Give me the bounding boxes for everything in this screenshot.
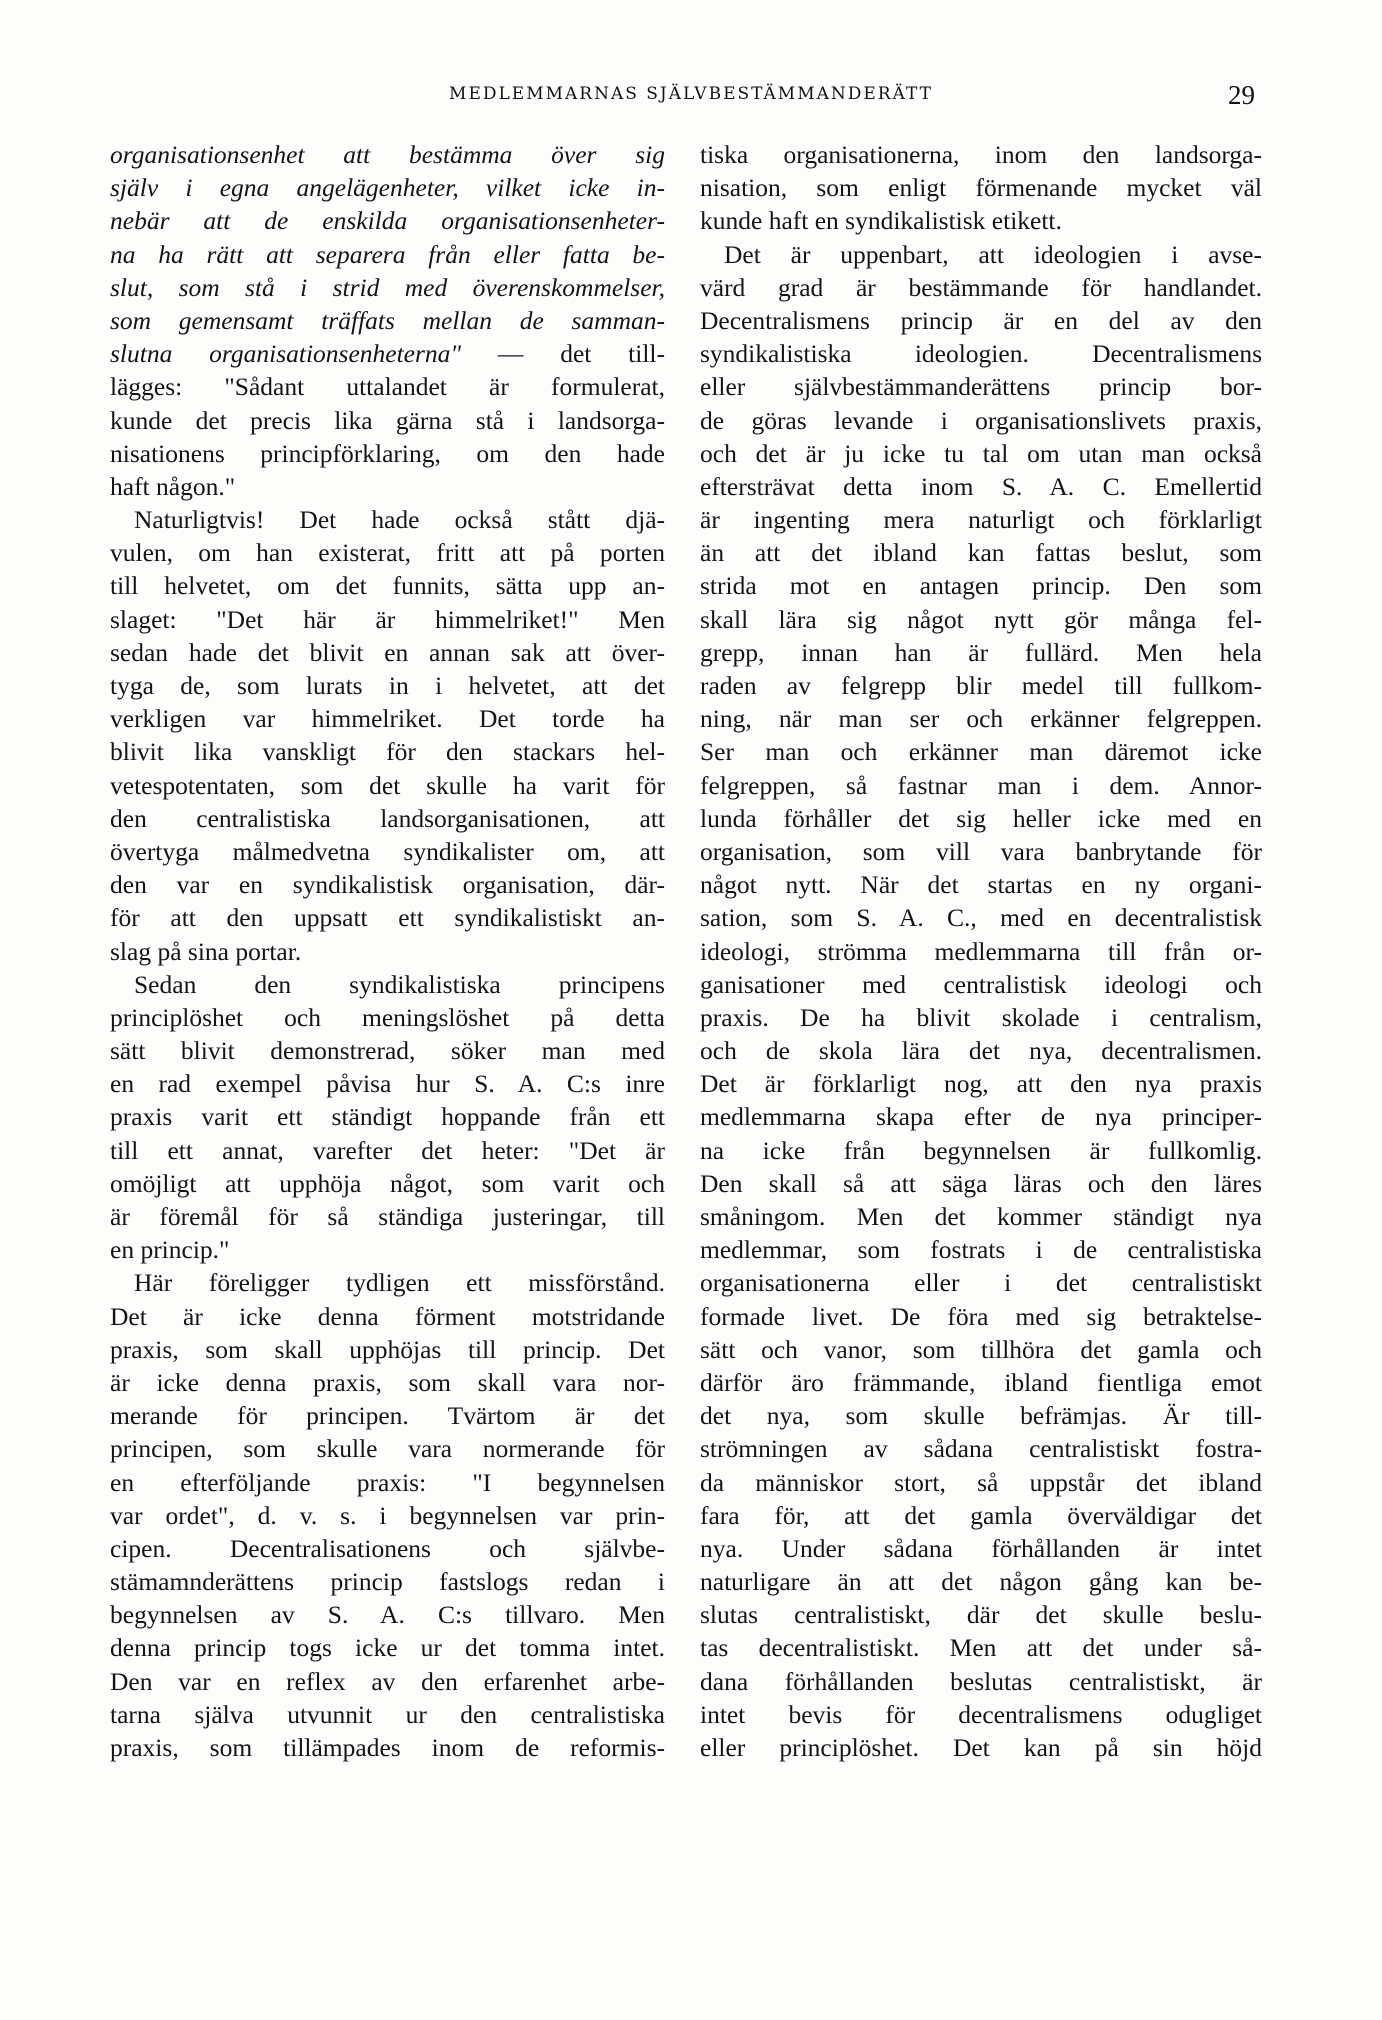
text-line: Det är förklarligt nog, att den nya praxis [700,1069,1262,1099]
text-line: cipen. Decentralisationens och självbe- [110,1533,665,1563]
text-line: nya. Under sådana förhållanden är intet [700,1533,1262,1563]
text-line: syndikalistiska ideologien. Decentralismens [700,339,1262,369]
text-line: kunde det precis lika gärna stå i landsorga- [110,405,665,435]
text-line: för att den uppsatt ett syndikalistiskt an- [110,903,665,933]
text-line: är icke denna praxis, som skall vara nor- [110,1367,665,1397]
text-line: var ordet", d. v. s. i begynnelsen var prin- [110,1500,665,1530]
text-line: tiska organisationerna, inom den landsorga- [700,140,1262,169]
text-line: en princip." [110,1235,230,1265]
text-line: nebär att de enskilda organisationsenheter- [110,206,665,236]
text-line: de göras levande i organisationslivets praxis, [700,405,1262,435]
text-line: strömningen av sådana centralistiskt fostra- [700,1434,1262,1464]
text-line: sation, som S. A. C., med en decentralistisk [700,903,1262,933]
text-line: praxis varit ett ständigt hoppande från ett [110,1102,665,1132]
text-line: därför äro främmande, ibland fientliga emot [700,1367,1262,1397]
text-line: tas decentralistiskt. Men att det under så- [700,1633,1262,1663]
text-line: är föremål för så ständiga justeringar, till [110,1202,665,1231]
text-line: merande för principen. Tvärtom är det [110,1401,665,1431]
text-line [110,337,665,370]
text-line: denna princip togs icke ur det tomma intet. [110,1633,665,1663]
text-line: grepp, innan han är fullärd. Men hela [700,637,1262,667]
text-line: medlemmar, som fostrats i de centralistiska [700,1235,1262,1265]
text-line: slutas centralistiskt, där det skulle beslu- [700,1600,1262,1630]
text-line: skall lära sig något nytt gör många fel- [700,604,1262,634]
text-line: Den skall så att säga läras och den läres [700,1168,1262,1198]
text-line: övertyga målmedvetna syndikalister om, att [110,836,665,866]
text-line: haft någon." [110,471,236,501]
text-line: det nya, som skulle befrämjas. Är till- [700,1401,1262,1431]
right-text-column [700,138,1262,1764]
text-line: formade livet. De föra med sig betraktelse- [700,1301,1262,1331]
text-line: praxis. De ha blivit skolade i centralism, [700,1002,1262,1032]
text-line: Naturligtvis! Det hade också stått djä- [134,505,665,535]
text-line: Ser man och erkänner man däremot icke [700,737,1262,767]
text-line: organisation, som vill vara banbrytande för [700,836,1262,866]
text-line: blivit lika vanskligt för den stackars hel- [110,737,665,767]
text-line: stämamnderättens princip fastslogs redan i [110,1567,665,1597]
text-line: omöjligt att upphöja något, som varit och [110,1168,665,1198]
text-line: vetespotentaten, som det skulle ha varit för [110,770,665,800]
text-line: eller självbestämmanderättens princip bor- [700,372,1262,402]
text-line: en efterföljande praxis: "I begynnelsen [110,1467,665,1497]
text-line: sätt och vanor, som tillhöra det gamla och [700,1334,1262,1364]
text-line: den centralistiska landsorganisationen, att [110,803,665,833]
text-line: dana förhållanden beslutas centralistiskt, är [700,1666,1262,1696]
text-line: värd grad är bestämmande för handlandet. [700,272,1262,302]
text-line: eller principlöshet. Det kan på sin höjd [700,1733,1262,1762]
text-line: ideologi, strömma medlemmarna till från or- [700,936,1262,966]
text-line: organisationerna eller i det centralistiskt [700,1268,1262,1298]
text-line: naturligare än att det någon gång kan be- [700,1567,1262,1597]
text-line: vulen, om han existerat, fritt att på porten [110,538,665,568]
running-title: MEDLEMMARNAS SJÄLVBESTÄMMANDERÄTT [449,84,933,104]
text-line: är ingenting mera naturligt och förklarligt [700,505,1262,535]
text-line: till helvetet, om det funnits, sätta upp an- [110,571,665,601]
text-line: eftersträvat detta inom S. A. C. Emellertid [700,471,1262,501]
text-line: en rad exempel påvisa hur S. A. C:s inre [110,1069,665,1099]
text-line: till ett annat, varefter det heter: "Det är [110,1135,665,1165]
text-line: själv i egna angelägenheter, vilket icke in- [110,173,665,203]
text-line: felgreppen, så fastnar man i dem. Annor- [700,770,1262,800]
text-line: praxis, som skall upphöjas till princip. Det [110,1334,665,1364]
text-line: begynnelsen av S. A. C:s tillvaro. Men [110,1600,665,1630]
text-line: da människor stort, så uppstår det ibland [700,1467,1262,1497]
text-line: något nytt. När det startas en ny organi- [700,870,1262,900]
text-line-roman-part: — det till- [461,339,666,369]
text-line: principlöshet och meningslöshet på detta [110,1002,665,1032]
text-line: den var en syndikalistisk organisation, där- [110,870,665,900]
text-line: tarna själva utvunnit ur den centralistiska [110,1699,665,1729]
text-line: kunde haft en syndikalistisk etikett. [700,206,1062,236]
text-line: sätt blivit demonstrerad, söker man med [110,1036,665,1066]
text-line: Det är icke denna förment motstridande [110,1301,665,1331]
text-line: Här föreligger tydligen ett missförstånd. [134,1268,665,1298]
left-text-column [110,138,665,1764]
text-line: och de skola lära det nya, decentralismen. [700,1036,1262,1066]
text-line: fara för, att det gamla överväldigar det [700,1500,1262,1530]
text-line: raden av felgrepp blir medel till fullkom- [700,671,1262,700]
text-line: verkligen var himmelriket. Det torde ha [110,704,665,734]
text-line: praxis, som tillämpades inom de reformis- [110,1733,665,1762]
text-line: medlemmarna skapa efter de nya principer- [700,1102,1262,1132]
text-line: småningom. Men det kommer ständigt nya [700,1202,1262,1231]
text-line: nisation, som enligt förmenande mycket väl [700,173,1262,203]
text-line: nisationens principförklaring, om den hade [110,438,665,468]
text-line: lunda förhåller det sig heller icke med en [700,803,1262,833]
text-line: slut, som stå i strid med överenskommelser, [110,272,665,302]
text-line: principen, som skulle vara normerande för [110,1434,665,1464]
page-number: 29 [1228,80,1255,110]
text-line: slag på sina portar. [110,936,302,966]
text-line: Sedan den syndikalistiska principens [134,969,665,999]
text-line: na ha rätt att separera från eller fatta be- [110,239,665,269]
text-line: na icke från begynnelsen är fullkomlig. [700,1135,1262,1165]
text-line: sedan hade det blivit en annan sak att över- [110,637,665,667]
text-line: lägges: "Sådant uttalandet är formulerat, [110,372,665,402]
text-line: slaget: "Det här är himmelriket!" Men [110,604,665,634]
text-line: strida mot en antagen princip. Den som [700,571,1262,601]
text-line: Den var en reflex av den erfarenhet arbe- [110,1666,665,1696]
text-line: organisationsenhet att bestämma över sig [110,140,665,169]
text-line-italic-part: slutna organisationsenheterna" [110,339,462,369]
text-line: ganisationer med centralistisk ideologi och [700,969,1262,999]
text-line: Decentralismens princip är en del av den [700,305,1262,335]
text-line: än att det ibland kan fattas beslut, som [700,538,1262,568]
text-line: som gemensamt träffats mellan de samman- [110,305,665,335]
text-line: och det är ju icke tu tal om utan man också [700,438,1262,468]
text-line: intet bevis för decentralismens odugliget [700,1699,1262,1729]
text-line: ning, när man ser och erkänner felgreppen. [700,704,1262,734]
text-line: Det är uppenbart, att ideologien i avse- [724,239,1262,269]
text-line: tyga de, som lurats in i helvetet, att det [110,671,665,700]
